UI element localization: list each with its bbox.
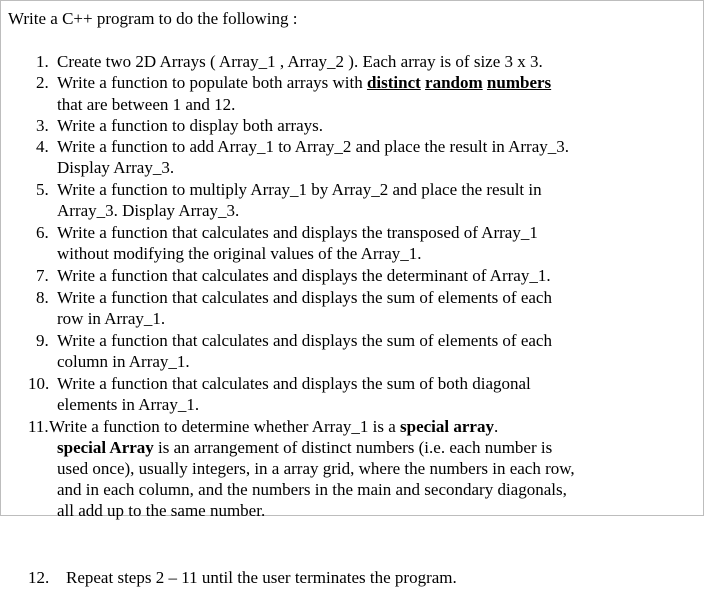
- item-number: 5.: [36, 180, 49, 199]
- item-text: Write a function to display both arrays.: [57, 116, 324, 135]
- item-text: row in Array_1.: [57, 309, 166, 328]
- item-number: 1.: [36, 52, 49, 71]
- item-number: 4.: [36, 137, 49, 156]
- item-text-segment: .: [493, 417, 499, 436]
- item-text: Write a function that calculates and displays the sum of elements of each: [57, 331, 552, 350]
- item-number: 11.: [28, 417, 49, 436]
- item-text: Write a function that calculates and displays the transposed of Array_1: [57, 223, 538, 242]
- item-text: Display Array_3.: [57, 158, 175, 177]
- item-text: Write a function that calculates and displays the determinant of Array_1.: [57, 266, 551, 285]
- item-text: Array_3. Display Array_3.: [57, 201, 240, 220]
- item-text: and in each column, and the numbers in the main and secondary diagonals,: [57, 480, 567, 499]
- emphasis-special-array: special array: [400, 417, 494, 436]
- item-number: 2.: [36, 73, 49, 92]
- item-text: [49, 416, 498, 438]
- item-text: Repeat steps 2 – 11 until the user terminates the program.: [66, 568, 457, 587]
- item-text: Write a function to add Array_1 to Array_2 and place the result in Array_3.: [57, 137, 569, 156]
- item-text: without modifying the original values of the Array_1.: [57, 244, 422, 263]
- item-text: used once), usually integers, in a array grid, where the numbers in each row,: [57, 459, 575, 478]
- item-text-segment: Write a function to populate both arrays with: [57, 73, 367, 92]
- emphasis-distinct: distinct: [366, 73, 421, 92]
- item-number: 7.: [36, 266, 49, 285]
- item-text-segment: is an arrangement of distinct numbers (i.e. each number is: [153, 438, 553, 457]
- intro-text: Write a C++ program to do the following :: [8, 9, 298, 28]
- item-text: Write a function that calculates and displays the sum of elements of each: [57, 288, 552, 307]
- item-text: Write a function to multiply Array_1 by Array_2 and place the result in: [57, 180, 542, 199]
- item-text: [57, 437, 552, 459]
- item-number: 8.: [36, 288, 49, 307]
- emphasis-random: random: [425, 73, 483, 92]
- item-text-segment: Write a function to determine whether Array_1 is a: [49, 417, 400, 436]
- item-text: [57, 72, 551, 94]
- emphasis-numbers: numbers: [486, 73, 552, 92]
- item-number: 3.: [36, 116, 49, 135]
- item-number: 12.: [28, 568, 50, 587]
- item-text: elements in Array_1.: [57, 395, 200, 414]
- emphasis-special-array-definition: special Array: [57, 438, 154, 457]
- item-text: Create two 2D Arrays ( Array_1 , Array_2 ). Each array is of size 3 x 3.: [57, 52, 543, 71]
- item-number: 6.: [36, 223, 49, 242]
- item-number: 10.: [28, 374, 50, 393]
- item-text: that are between 1 and 12.: [57, 95, 236, 114]
- item-text: Write a function that calculates and displays the sum of both diagonal: [57, 374, 531, 393]
- item-text: column in Array_1.: [57, 352, 190, 371]
- item-number: 9.: [36, 331, 49, 350]
- item-text: all add up to the same number.: [57, 501, 266, 520]
